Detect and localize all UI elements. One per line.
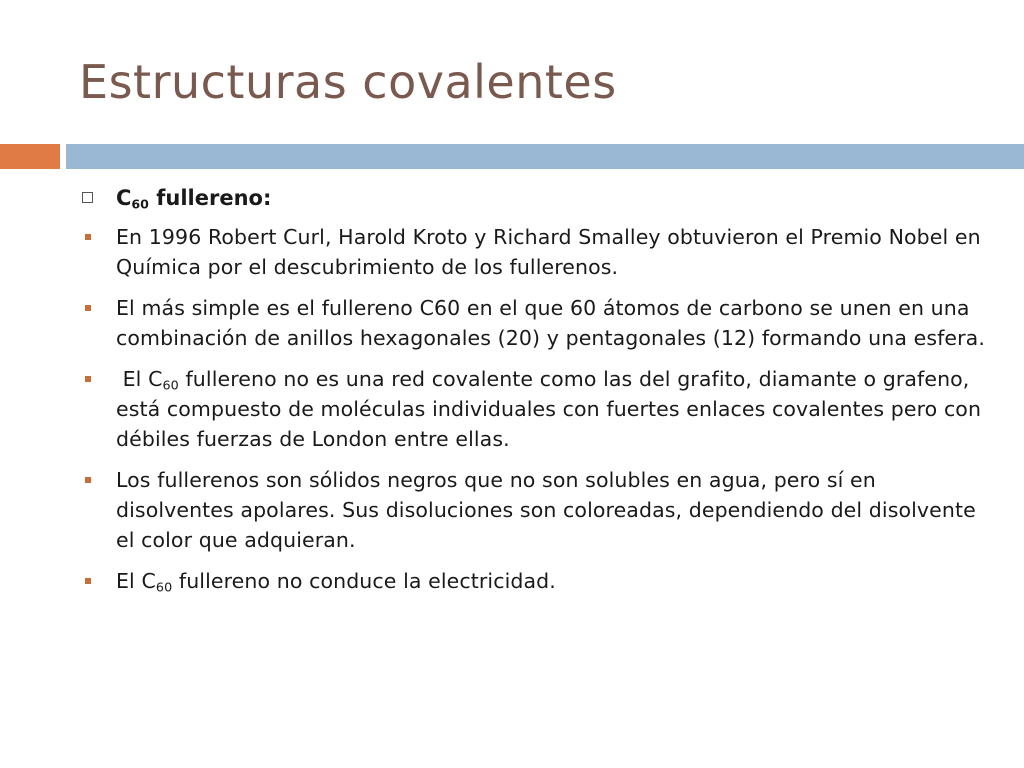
hollow-square-bullet-icon <box>82 192 93 203</box>
bullet-item <box>80 222 985 282</box>
heading-suffix: fullereno: <box>148 186 272 210</box>
heading-subscript: 60 <box>131 196 149 212</box>
bullet-text-pre: El C <box>116 367 163 391</box>
square-bullet-icon <box>85 477 91 483</box>
bullet-subscript: 60 <box>162 377 179 393</box>
bullet-item <box>80 293 985 353</box>
bullet-item <box>80 465 985 555</box>
heading-prefix: C <box>116 186 132 210</box>
bullet-list <box>80 222 985 596</box>
bullet-text-post: fullereno no es una red covalente como las del grafito, diamante o grafeno, está compuesto de moléculas individuales con fuertes enlaces covalentes pero con débiles fuerzas de London entre ellas. <box>116 367 982 451</box>
accent-bar <box>0 144 60 169</box>
bullet-text: Los fullerenos son sólidos negros que no son solubles en agua, pero sí en disolventes apolares. Sus disoluciones son coloreadas, dependiendo del disolvente el color que adquieran. <box>116 468 976 552</box>
bullet-item <box>80 364 985 454</box>
bullet-item <box>80 566 985 596</box>
title-underline-bar <box>66 144 1024 169</box>
bullet-text: En 1996 Robert Curl, Harold Kroto y Richard Smalley obtuvieron el Premio Nobel en Química por el descubrimiento de los fullerenos. <box>116 225 981 279</box>
slide-title: Estructuras covalentes <box>79 55 617 109</box>
section-heading <box>80 183 985 213</box>
slide-body <box>80 183 985 607</box>
square-bullet-icon <box>85 305 91 311</box>
bullet-text: El más simple es el fullereno C60 en el que 60 átomos de carbono se unen en una combinación de anillos hexagonales (20) y pentagonales (12) formando una esfera. <box>116 296 985 350</box>
square-bullet-icon <box>85 578 91 584</box>
bullet-subscript: 60 <box>155 579 173 595</box>
bullet-text-pre: El C <box>116 569 156 593</box>
square-bullet-icon <box>85 376 91 382</box>
square-bullet-icon <box>85 234 91 240</box>
bullet-text-post: fullereno no conduce la electricidad. <box>172 569 556 593</box>
